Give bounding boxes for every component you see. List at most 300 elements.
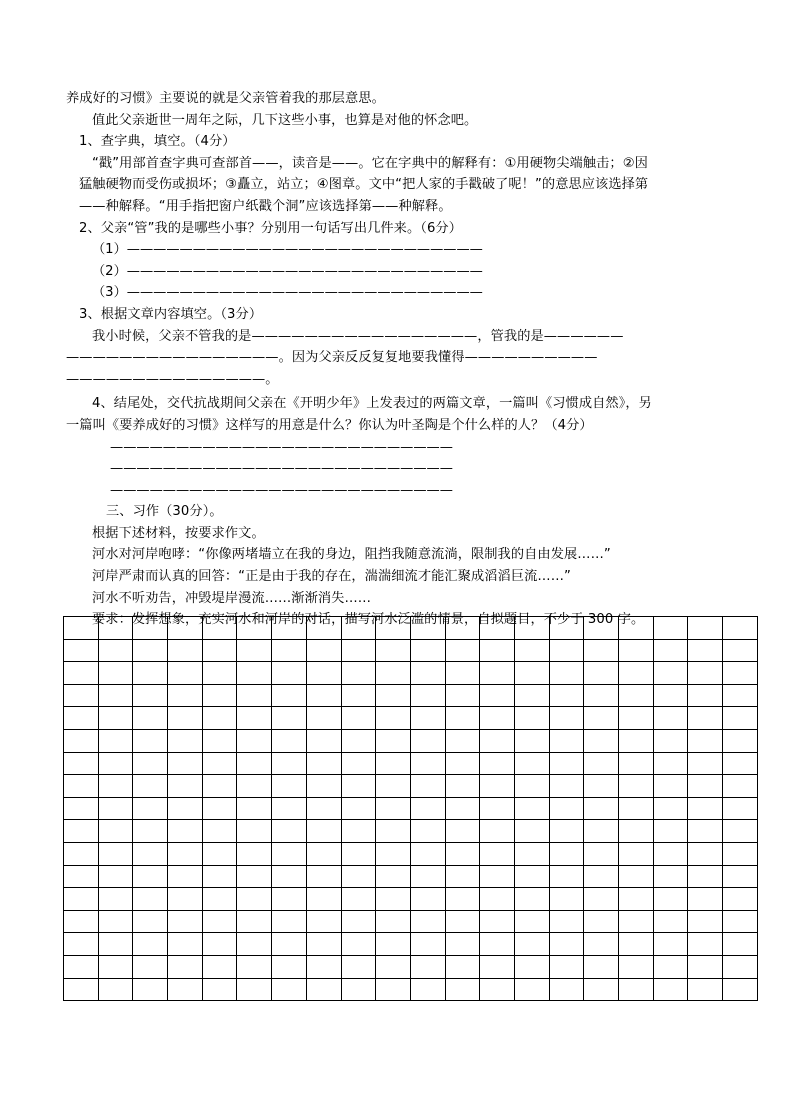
composition-grid-cell[interactable]	[341, 888, 376, 911]
composition-grid-cell[interactable]	[168, 955, 203, 978]
composition-grid-cell[interactable]	[688, 662, 723, 685]
composition-grid-cell[interactable]	[619, 820, 654, 843]
composition-grid-cell[interactable]	[480, 820, 515, 843]
composition-grid-cell[interactable]	[133, 684, 168, 707]
composition-grid-cell[interactable]	[306, 729, 341, 752]
composition-grid-cell[interactable]	[514, 639, 549, 662]
composition-grid-cell[interactable]	[445, 820, 480, 843]
composition-grid-cell[interactable]	[619, 752, 654, 775]
composition-grid-cell[interactable]	[306, 775, 341, 798]
composition-grid-cell[interactable]	[376, 729, 411, 752]
composition-grid-cell[interactable]	[514, 842, 549, 865]
composition-grid-cell[interactable]	[202, 865, 237, 888]
composition-grid-cell[interactable]	[410, 729, 445, 752]
composition-grid-cell[interactable]	[514, 662, 549, 685]
composition-grid-cell[interactable]	[237, 888, 272, 911]
composition-grid-cell[interactable]	[64, 639, 99, 662]
composition-grid-cell[interactable]	[723, 910, 758, 933]
composition-grid-cell[interactable]	[376, 752, 411, 775]
composition-grid-cell[interactable]	[584, 684, 619, 707]
composition-grid-cell[interactable]	[619, 775, 654, 798]
composition-grid-cell[interactable]	[133, 955, 168, 978]
composition-grid-cell[interactable]	[410, 639, 445, 662]
composition-grid-cell[interactable]	[410, 662, 445, 685]
composition-grid-cell[interactable]	[549, 729, 584, 752]
composition-grid-cell[interactable]	[98, 775, 133, 798]
composition-grid-cell[interactable]	[549, 978, 584, 1001]
composition-grid-cell[interactable]	[341, 752, 376, 775]
composition-grid-cell[interactable]	[237, 842, 272, 865]
composition-grid-cell[interactable]	[237, 752, 272, 775]
question-4-answer-rule-2[interactable]: ——————————————————————————	[110, 461, 453, 477]
composition-grid-cell[interactable]	[723, 684, 758, 707]
composition-grid-cell[interactable]	[688, 775, 723, 798]
composition-grid-cell[interactable]	[619, 684, 654, 707]
composition-grid-cell[interactable]	[237, 662, 272, 685]
question-2-blank-3[interactable]	[66, 282, 738, 304]
composition-grid-cell[interactable]	[584, 775, 619, 798]
composition-grid-cell[interactable]	[723, 888, 758, 911]
composition-grid-cell[interactable]	[133, 639, 168, 662]
composition-grid-cell[interactable]	[168, 797, 203, 820]
composition-grid-cell[interactable]	[237, 820, 272, 843]
composition-grid-cell[interactable]	[168, 978, 203, 1001]
composition-grid-cell[interactable]	[410, 978, 445, 1001]
composition-grid-cell[interactable]	[480, 639, 515, 662]
composition-grid-cell[interactable]	[410, 865, 445, 888]
composition-grid-cell[interactable]	[723, 775, 758, 798]
composition-grid-cell[interactable]	[272, 684, 307, 707]
composition-grid-cell[interactable]	[168, 662, 203, 685]
composition-grid-cell[interactable]	[480, 933, 515, 956]
composition-grid-cell[interactable]	[653, 978, 688, 1001]
composition-grid-cell[interactable]	[376, 865, 411, 888]
composition-grid-cell[interactable]	[64, 775, 99, 798]
composition-grid-cell[interactable]	[480, 797, 515, 820]
composition-grid-cell[interactable]	[514, 707, 549, 730]
composition-grid-cell[interactable]	[688, 752, 723, 775]
composition-grid-cell[interactable]	[272, 978, 307, 1001]
composition-grid-cell[interactable]	[64, 820, 99, 843]
composition-grid-cell[interactable]	[480, 888, 515, 911]
composition-grid-cell[interactable]	[584, 865, 619, 888]
composition-grid-cell[interactable]	[584, 617, 619, 640]
composition-grid-cell[interactable]	[549, 707, 584, 730]
composition-grid-cell[interactable]	[272, 662, 307, 685]
composition-grid-cell[interactable]	[133, 662, 168, 685]
composition-grid-cell[interactable]	[480, 752, 515, 775]
composition-grid-cell[interactable]	[653, 888, 688, 911]
composition-grid-cell[interactable]	[306, 933, 341, 956]
composition-grid-cell[interactable]	[514, 865, 549, 888]
composition-grid-cell[interactable]	[376, 955, 411, 978]
composition-grid-cell[interactable]	[653, 617, 688, 640]
composition-grid-cell[interactable]	[584, 820, 619, 843]
composition-grid-cell[interactable]	[514, 729, 549, 752]
composition-grid-cell[interactable]	[168, 729, 203, 752]
composition-grid-cell[interactable]	[653, 933, 688, 956]
composition-grid-cell[interactable]	[723, 865, 758, 888]
composition-grid-cell[interactable]	[653, 707, 688, 730]
composition-grid-cell[interactable]	[688, 888, 723, 911]
composition-grid-cell[interactable]	[64, 910, 99, 933]
composition-grid-cell[interactable]	[98, 752, 133, 775]
composition-answer-grid[interactable]	[63, 616, 758, 1001]
composition-grid-cell[interactable]	[64, 752, 99, 775]
composition-grid-cell[interactable]	[480, 662, 515, 685]
composition-grid-cell[interactable]	[445, 865, 480, 888]
composition-grid-cell[interactable]	[306, 797, 341, 820]
composition-grid-cell[interactable]	[168, 617, 203, 640]
composition-grid-cell[interactable]	[306, 865, 341, 888]
composition-grid-cell[interactable]	[688, 933, 723, 956]
composition-grid-cell[interactable]	[306, 617, 341, 640]
composition-grid-cell[interactable]	[306, 842, 341, 865]
composition-grid-cell[interactable]	[306, 752, 341, 775]
composition-grid-cell[interactable]	[272, 933, 307, 956]
question-4-answer-rule-1[interactable]: ——————————————————————————	[110, 439, 453, 455]
composition-grid-cell[interactable]	[272, 797, 307, 820]
composition-grid-cell[interactable]	[202, 933, 237, 956]
composition-grid-cell[interactable]	[341, 978, 376, 1001]
composition-grid-cell[interactable]	[480, 842, 515, 865]
composition-grid-cell[interactable]	[168, 707, 203, 730]
composition-grid-cell[interactable]	[723, 842, 758, 865]
composition-grid-cell[interactable]	[133, 910, 168, 933]
composition-grid-cell[interactable]	[98, 820, 133, 843]
composition-grid-cell[interactable]	[237, 684, 272, 707]
composition-grid-cell[interactable]	[133, 933, 168, 956]
composition-grid-cell[interactable]	[688, 797, 723, 820]
composition-grid-cell[interactable]	[306, 955, 341, 978]
composition-grid-cell[interactable]	[723, 707, 758, 730]
composition-grid-cell[interactable]	[688, 910, 723, 933]
composition-grid-cell[interactable]	[653, 955, 688, 978]
composition-grid-cell[interactable]	[376, 662, 411, 685]
composition-grid-cell[interactable]	[723, 639, 758, 662]
composition-grid-cell[interactable]	[306, 684, 341, 707]
composition-grid-cell[interactable]	[549, 684, 584, 707]
composition-grid-cell[interactable]	[272, 775, 307, 798]
composition-grid-cell[interactable]	[341, 842, 376, 865]
composition-grid-cell[interactable]	[410, 842, 445, 865]
question-2-blank-1[interactable]	[66, 239, 738, 261]
composition-grid-cell[interactable]	[688, 978, 723, 1001]
composition-grid-cell[interactable]	[376, 639, 411, 662]
composition-grid-cell[interactable]	[514, 933, 549, 956]
composition-grid-cell[interactable]	[514, 775, 549, 798]
composition-grid-cell[interactable]	[237, 797, 272, 820]
composition-grid-cell[interactable]	[306, 707, 341, 730]
composition-grid-cell[interactable]	[64, 684, 99, 707]
composition-grid-cell[interactable]	[688, 617, 723, 640]
composition-grid-cell[interactable]	[723, 752, 758, 775]
composition-grid-cell[interactable]	[64, 707, 99, 730]
composition-grid-cell[interactable]	[98, 910, 133, 933]
composition-grid-cell[interactable]	[723, 662, 758, 685]
composition-grid-cell[interactable]	[202, 707, 237, 730]
composition-grid-cell[interactable]	[202, 662, 237, 685]
composition-grid-cell[interactable]	[619, 639, 654, 662]
composition-grid-cell[interactable]	[549, 955, 584, 978]
composition-grid-cell[interactable]	[237, 707, 272, 730]
composition-grid-cell[interactable]	[306, 639, 341, 662]
composition-grid-cell[interactable]	[376, 684, 411, 707]
composition-grid-cell[interactable]	[133, 888, 168, 911]
composition-grid-cell[interactable]	[168, 865, 203, 888]
composition-grid-cell[interactable]	[445, 910, 480, 933]
composition-grid-cell[interactable]	[64, 842, 99, 865]
composition-grid-cell[interactable]	[480, 978, 515, 1001]
composition-grid-cell[interactable]	[64, 617, 99, 640]
composition-grid-cell[interactable]	[653, 775, 688, 798]
composition-grid-cell[interactable]	[688, 684, 723, 707]
composition-grid-cell[interactable]	[98, 888, 133, 911]
composition-grid-cell[interactable]	[653, 729, 688, 752]
composition-grid-cell[interactable]	[341, 797, 376, 820]
composition-grid-cell[interactable]	[168, 820, 203, 843]
composition-grid-cell[interactable]	[514, 797, 549, 820]
composition-grid-cell[interactable]	[98, 797, 133, 820]
composition-grid-cell[interactable]	[202, 617, 237, 640]
composition-grid-cell[interactable]	[410, 820, 445, 843]
composition-grid-cell[interactable]	[549, 617, 584, 640]
composition-grid-cell[interactable]	[584, 707, 619, 730]
composition-grid-cell[interactable]	[168, 842, 203, 865]
composition-grid-cell[interactable]	[272, 842, 307, 865]
composition-grid-cell[interactable]	[514, 888, 549, 911]
composition-grid-cell[interactable]	[341, 865, 376, 888]
composition-grid-cell[interactable]	[306, 888, 341, 911]
composition-grid-cell[interactable]	[410, 775, 445, 798]
composition-grid-cell[interactable]	[410, 707, 445, 730]
composition-grid-cell[interactable]	[723, 955, 758, 978]
composition-grid-cell[interactable]	[619, 842, 654, 865]
composition-grid-cell[interactable]	[98, 729, 133, 752]
composition-grid-cell[interactable]	[133, 617, 168, 640]
composition-grid-cell[interactable]	[202, 978, 237, 1001]
composition-grid-cell[interactable]	[64, 933, 99, 956]
composition-grid-cell[interactable]	[549, 933, 584, 956]
composition-grid-cell[interactable]	[445, 662, 480, 685]
composition-grid-cell[interactable]	[98, 865, 133, 888]
composition-grid-cell[interactable]	[584, 662, 619, 685]
composition-grid-cell[interactable]	[202, 639, 237, 662]
composition-grid-cell[interactable]	[272, 865, 307, 888]
composition-grid-cell[interactable]	[237, 617, 272, 640]
composition-grid-cell[interactable]	[653, 797, 688, 820]
composition-grid-cell[interactable]	[64, 888, 99, 911]
composition-grid-cell[interactable]	[584, 910, 619, 933]
composition-grid-cell[interactable]	[653, 639, 688, 662]
composition-grid-cell[interactable]	[341, 639, 376, 662]
composition-grid-cell[interactable]	[98, 639, 133, 662]
composition-grid-cell[interactable]	[272, 955, 307, 978]
composition-grid-cell[interactable]	[445, 684, 480, 707]
composition-grid-cell[interactable]	[133, 729, 168, 752]
composition-grid-cell[interactable]	[619, 978, 654, 1001]
composition-grid-cell[interactable]	[549, 842, 584, 865]
composition-grid-cell[interactable]	[202, 775, 237, 798]
composition-grid-cell[interactable]	[168, 639, 203, 662]
composition-grid-cell[interactable]	[584, 752, 619, 775]
composition-grid-cell[interactable]	[653, 662, 688, 685]
composition-grid-cell[interactable]	[619, 797, 654, 820]
composition-grid-cell[interactable]	[584, 729, 619, 752]
composition-grid-cell[interactable]	[306, 820, 341, 843]
composition-grid-cell[interactable]	[723, 933, 758, 956]
composition-grid-cell[interactable]	[64, 955, 99, 978]
composition-grid-cell[interactable]	[688, 639, 723, 662]
composition-grid-cell[interactable]	[272, 888, 307, 911]
composition-grid-cell[interactable]	[514, 752, 549, 775]
composition-grid-cell[interactable]	[480, 684, 515, 707]
composition-grid-cell[interactable]	[480, 707, 515, 730]
composition-grid-cell[interactable]	[341, 775, 376, 798]
composition-grid-cell[interactable]	[202, 729, 237, 752]
composition-grid-cell[interactable]	[619, 865, 654, 888]
composition-grid-cell[interactable]	[584, 955, 619, 978]
composition-grid-cell[interactable]	[133, 752, 168, 775]
composition-grid-cell[interactable]	[133, 707, 168, 730]
composition-grid-cell[interactable]	[688, 842, 723, 865]
composition-grid-cell[interactable]	[64, 865, 99, 888]
composition-grid-cell[interactable]	[723, 797, 758, 820]
composition-grid-cell[interactable]	[168, 752, 203, 775]
composition-grid-cell[interactable]	[410, 888, 445, 911]
composition-grid-cell[interactable]	[410, 910, 445, 933]
composition-grid-cell[interactable]	[168, 775, 203, 798]
composition-grid-cell[interactable]	[133, 842, 168, 865]
composition-grid-cell[interactable]	[376, 797, 411, 820]
composition-grid-cell[interactable]	[64, 729, 99, 752]
composition-grid-cell[interactable]	[376, 842, 411, 865]
composition-grid-cell[interactable]	[202, 842, 237, 865]
composition-grid-cell[interactable]	[653, 752, 688, 775]
composition-grid-cell[interactable]	[306, 978, 341, 1001]
composition-grid-cell[interactable]	[237, 933, 272, 956]
composition-grid-cell[interactable]	[445, 775, 480, 798]
composition-grid-cell[interactable]	[514, 820, 549, 843]
composition-grid-cell[interactable]	[202, 684, 237, 707]
composition-grid-cell[interactable]	[272, 639, 307, 662]
composition-grid-cell[interactable]	[133, 775, 168, 798]
composition-grid-cell[interactable]	[341, 933, 376, 956]
composition-grid-cell[interactable]	[410, 617, 445, 640]
composition-grid-cell[interactable]	[688, 820, 723, 843]
composition-grid-cell[interactable]	[445, 707, 480, 730]
composition-grid-cell[interactable]	[688, 707, 723, 730]
composition-grid-cell[interactable]	[202, 910, 237, 933]
composition-grid-cell[interactable]	[480, 955, 515, 978]
composition-grid-cell[interactable]	[480, 729, 515, 752]
composition-grid-cell[interactable]	[480, 865, 515, 888]
composition-grid-cell[interactable]	[410, 955, 445, 978]
composition-grid-cell[interactable]	[549, 797, 584, 820]
composition-grid-cell[interactable]	[445, 955, 480, 978]
composition-grid-cell[interactable]	[376, 978, 411, 1001]
composition-grid-cell[interactable]	[480, 910, 515, 933]
question-2-blank-2[interactable]	[66, 261, 738, 283]
composition-grid-cell[interactable]	[376, 820, 411, 843]
composition-grid-cell[interactable]	[584, 933, 619, 956]
composition-grid-cell[interactable]	[237, 910, 272, 933]
composition-grid-cell[interactable]	[619, 729, 654, 752]
composition-grid-cell[interactable]	[410, 933, 445, 956]
composition-grid-cell[interactable]	[410, 797, 445, 820]
composition-grid-cell[interactable]	[619, 707, 654, 730]
composition-grid-cell[interactable]	[98, 978, 133, 1001]
composition-grid-cell[interactable]	[514, 617, 549, 640]
composition-grid-cell[interactable]	[723, 729, 758, 752]
composition-grid-cell[interactable]	[584, 978, 619, 1001]
composition-grid-cell[interactable]	[619, 933, 654, 956]
composition-grid-cell[interactable]	[445, 842, 480, 865]
composition-grid-cell[interactable]	[619, 910, 654, 933]
composition-grid-cell[interactable]	[410, 752, 445, 775]
composition-grid-cell[interactable]	[445, 978, 480, 1001]
composition-grid-cell[interactable]	[237, 775, 272, 798]
composition-grid-cell[interactable]	[272, 820, 307, 843]
composition-grid-cell[interactable]	[688, 955, 723, 978]
composition-grid-cell[interactable]	[98, 684, 133, 707]
composition-grid-cell[interactable]	[272, 752, 307, 775]
composition-grid-cell[interactable]	[272, 707, 307, 730]
composition-grid-cell[interactable]	[445, 752, 480, 775]
composition-grid-cell[interactable]	[341, 617, 376, 640]
composition-grid-cell[interactable]	[202, 955, 237, 978]
composition-grid-cell[interactable]	[514, 955, 549, 978]
composition-grid-cell[interactable]	[237, 865, 272, 888]
composition-grid-cell[interactable]	[376, 910, 411, 933]
composition-grid-cell[interactable]	[549, 910, 584, 933]
composition-grid-cell[interactable]	[341, 684, 376, 707]
composition-grid-cell[interactable]	[306, 910, 341, 933]
composition-grid-cell[interactable]	[376, 617, 411, 640]
composition-grid-cell[interactable]	[98, 842, 133, 865]
composition-grid-cell[interactable]	[341, 729, 376, 752]
composition-grid-cell[interactable]	[98, 707, 133, 730]
composition-grid-cell[interactable]	[64, 662, 99, 685]
composition-grid-cell[interactable]	[168, 933, 203, 956]
composition-grid-cell[interactable]	[723, 978, 758, 1001]
composition-grid-cell[interactable]	[341, 955, 376, 978]
composition-grid-cell[interactable]	[272, 910, 307, 933]
composition-grid-cell[interactable]	[619, 955, 654, 978]
composition-grid-cell[interactable]	[549, 820, 584, 843]
composition-grid-cell[interactable]	[653, 820, 688, 843]
composition-grid-cell[interactable]	[653, 910, 688, 933]
composition-grid-cell[interactable]	[480, 775, 515, 798]
composition-grid-cell[interactable]	[376, 707, 411, 730]
composition-grid-cell[interactable]	[133, 978, 168, 1001]
composition-grid-cell[interactable]	[341, 707, 376, 730]
composition-grid-cell[interactable]	[445, 888, 480, 911]
composition-grid-cell[interactable]	[584, 842, 619, 865]
composition-grid-cell[interactable]	[272, 729, 307, 752]
composition-grid-cell[interactable]	[653, 842, 688, 865]
composition-grid-cell[interactable]	[237, 978, 272, 1001]
composition-grid-cell[interactable]	[688, 865, 723, 888]
composition-grid-cell[interactable]	[133, 820, 168, 843]
composition-grid-cell[interactable]	[445, 617, 480, 640]
composition-grid-cell[interactable]	[202, 752, 237, 775]
composition-grid-cell[interactable]	[133, 797, 168, 820]
composition-grid-cell[interactable]	[168, 684, 203, 707]
composition-grid-cell[interactable]	[549, 639, 584, 662]
composition-grid-cell[interactable]	[619, 662, 654, 685]
composition-grid-cell[interactable]	[341, 820, 376, 843]
